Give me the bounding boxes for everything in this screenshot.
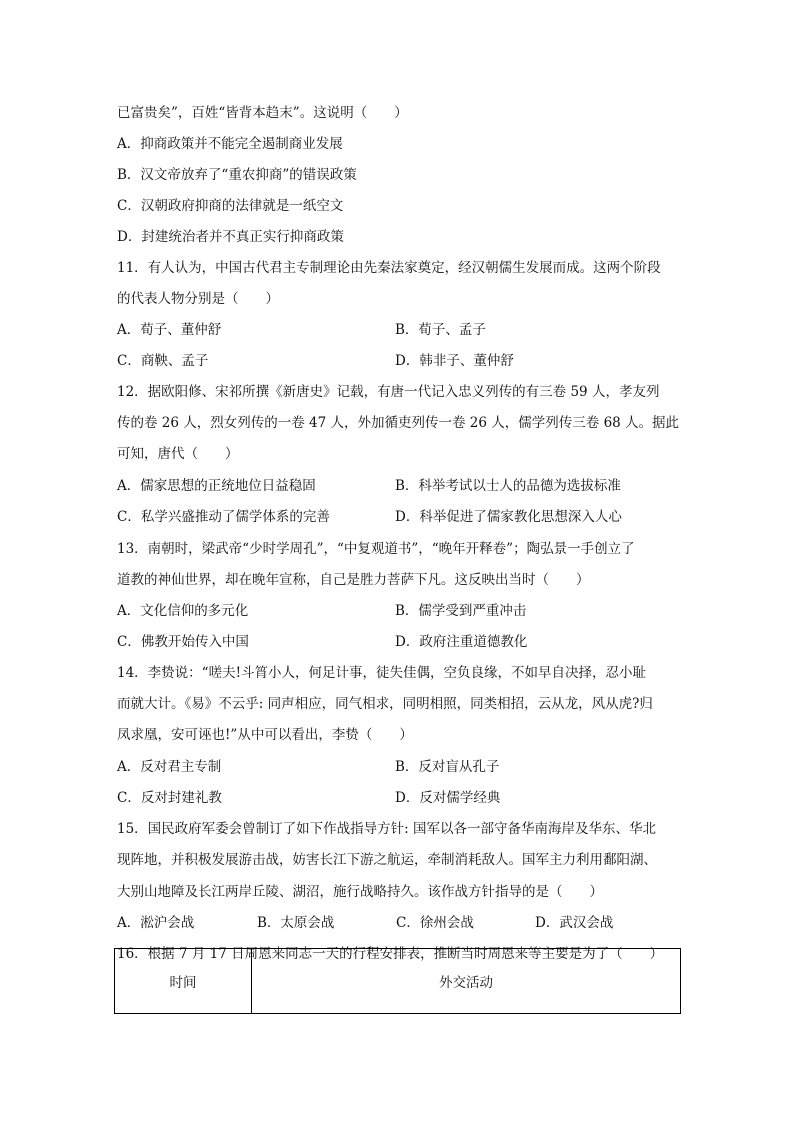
- q14-option-a: A．反对君主专制: [117, 759, 222, 775]
- q16-stem: 16．根据 7 月 17 日周恩来同志一天的行程安排表，推断当时周恩来等主要是为了（ ）: [117, 946, 664, 962]
- q13-option-d: D．政府注重道德教化: [395, 634, 528, 650]
- q10-option-b: B．汉文帝放弃了“重农抑商”的错误政策: [117, 167, 357, 183]
- table-header-time: 时间: [115, 949, 252, 1014]
- table-header-row: [115, 949, 681, 1014]
- q13-option-b: B．儒学受到严重冲击: [395, 603, 527, 619]
- q14-stem-line-3: 凤求凰，安可诬也!”从中可以看出，李贽（ ）: [117, 727, 413, 743]
- q15-stem-line-3: 大别山地障及长江两岸丘陵、湖沼，施行战略持久。该作战方针指导的是（ ）: [117, 884, 603, 900]
- q13-stem-line-1: 13．南朝时，梁武帝“少时学周孔”，“中复观道书”，“晚年开释卷”；陶弘景一手创立了: [117, 541, 635, 557]
- q13-option-c: C．佛教开始传入中国: [117, 634, 249, 650]
- q11-option-b: B．荀子、孟子: [395, 322, 486, 338]
- q11-option-a: A．荀子、董仲舒: [117, 322, 222, 338]
- q15-stem-line-1: 15．国民政府军委会曾制订了如下作战指导方针: 国军以各一部守备华南海岸及华东、华北: [117, 821, 657, 837]
- q12-option-a: A．儒家思想的正统地位日益稳固: [117, 478, 316, 494]
- q12-stem-line-2: 传的卷 26 人，烈女列传的一卷 47 人，外加循吏列传一卷 26 人，儒学列传三卷 68 人。据此: [117, 415, 680, 431]
- q10-option-d: D．封建统治者并不真正实行抑商政策: [117, 229, 344, 245]
- q15-option-a: A．淞沪会战: [117, 915, 195, 931]
- q12-option-b: B．科举考试以士人的品德为选拔标准: [395, 478, 621, 494]
- q10-option-a: A．抑商政策并不能完全遏制商业发展: [117, 136, 343, 152]
- q11-stem-line-1: 11．有人认为，中国古代君主专制理论由先秦法家奠定，经汉朝儒生发展而成。这两个阶段: [117, 260, 661, 276]
- q14-stem-line-2: 而就大计。《易》不云乎: 同声相应，同气相求，同明相照，同类相招，云从龙，风从虎?归: [117, 696, 653, 712]
- q14-option-b: B．反对盲从孔子: [395, 759, 500, 775]
- q14-option-d: D．反对儒学经典: [395, 790, 501, 806]
- q10-option-c: C．汉朝政府抑商的法律就是一纸空文: [117, 198, 344, 214]
- q12-stem-line-3: 可知，唐代（ ）: [117, 446, 239, 462]
- table-header-diplomatic-activity: 外交活动: [252, 949, 681, 1014]
- q10-stem-tail: 已富贵矣”，百姓“皆背本趋末”。这说明（ ）: [117, 105, 408, 121]
- q11-option-c: C．商鞅、孟子: [117, 353, 209, 369]
- q12-option-c: C．私学兴盛推动了儒学体系的完善: [117, 509, 330, 525]
- q12-stem-line-1: 12．据欧阳修、宋祁所撰《新唐史》记载，有唐一代记入忠义列传的有三卷 59 人，孝友列: [117, 384, 660, 400]
- q13-stem-line-2: 道教的神仙世界，却在晚年宣称，自己是胜力菩萨下凡。这反映出当时（ ）: [117, 572, 590, 588]
- q14-option-c: C．反对封建礼教: [117, 790, 222, 806]
- q14-stem-line-1: 14．李贽说：“嗟夫!斗筲小人，何足计事，徒失佳偶，空负良缘，不如早自决择，忍小耻: [117, 665, 647, 681]
- q15-stem-line-2: 现阵地，并积极发展游击战，妨害长江下游之航运，牵制消耗敌人。国军主力利用鄱阳湖、: [117, 852, 657, 868]
- q11-stem-line-2: 的代表人物分别是（ ）: [117, 291, 279, 307]
- itinerary-table: [114, 948, 681, 1014]
- q15-option-c: C．徐州会战: [396, 915, 474, 931]
- q15-option-b: B．太原会战: [257, 915, 335, 931]
- q11-option-d: D．韩非子、董仲舒: [395, 353, 514, 369]
- q13-option-a: A．文化信仰的多元化: [117, 603, 249, 619]
- q12-option-d: D．科举促进了儒家教化思想深入人心: [395, 509, 622, 525]
- q15-option-d: D．武汉会战: [535, 915, 614, 931]
